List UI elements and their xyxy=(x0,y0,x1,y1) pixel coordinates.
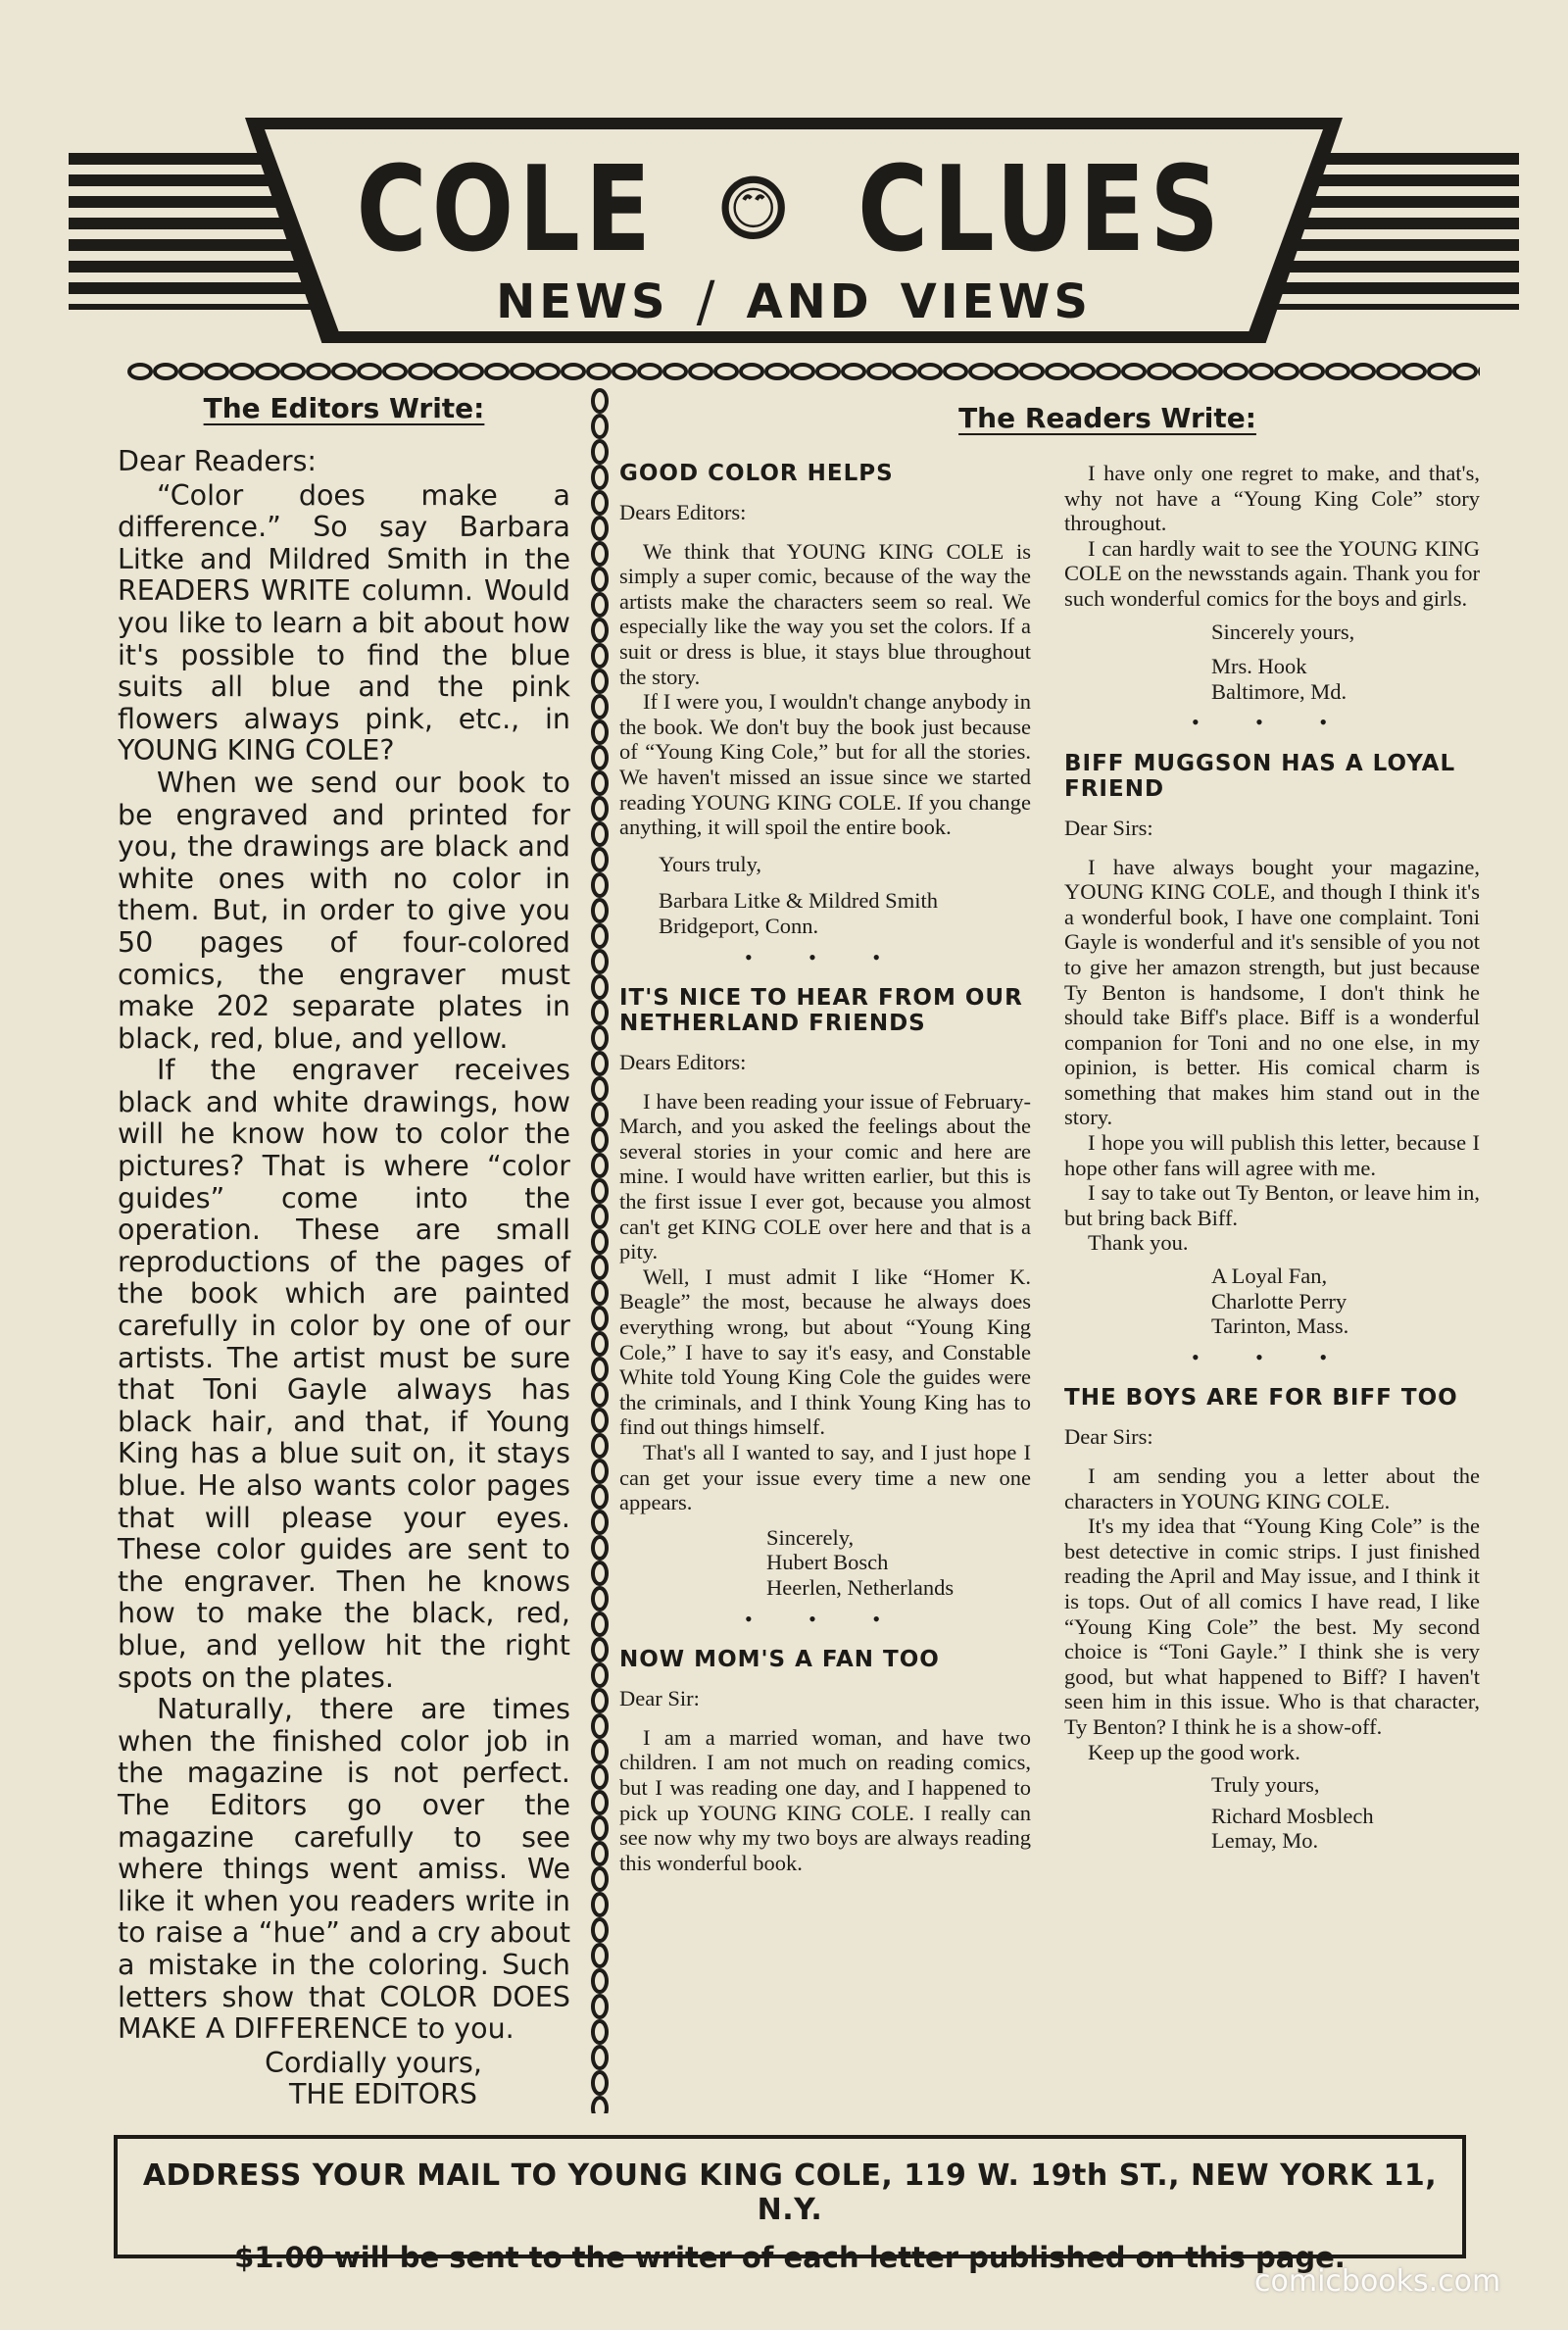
source-watermark: comicbooks.com xyxy=(1254,2264,1501,2299)
letter-title: IT'S NICE TO HEAR FROM OUR NETHERLAND FRIENDS xyxy=(619,985,1023,1037)
letter-closing: Yours truly, xyxy=(659,851,762,876)
letter-closing: Truly yours, xyxy=(1211,1772,1320,1798)
subtitle-and: AND xyxy=(746,274,873,329)
letter-moms-a-fan xyxy=(619,1647,1031,1875)
letter-separator: • • • xyxy=(1191,1344,1353,1369)
letter-greeting: Dear Sirs: xyxy=(1064,1424,1153,1450)
letter-boys-for-biff xyxy=(1064,1385,1480,1854)
letter-closing: Sincerely, xyxy=(766,1524,855,1550)
subtitle-views: VIEWS xyxy=(900,274,1092,329)
letter-paragraph: Keep up the good work. xyxy=(1088,1739,1300,1764)
letter-paragraph: We think that YOUNG KING COLE is simply a super comic, because of the way the artists make the characters seem so real. We especially like the way you set the colors. If a suit or dress is blue, it stays blue throughout the story. xyxy=(619,538,1031,689)
letter-closing: Sincerely yours, xyxy=(1211,619,1355,644)
payment-note: $1.00 will be sent to the writer of each letter published on this page. xyxy=(234,2241,1346,2274)
letter-signer: Richard Mosblech xyxy=(1211,1803,1374,1828)
letter-paragraph: I have been reading your issue of February-March, and you asked the feelings about the several stories in your comic and here are mine. I would have written earlier, but this is the first issue I ever got, because you almost can't get KING COLE over here and that is a pity. xyxy=(619,1088,1031,1264)
letter-paragraph: I can hardly wait to see the YOUNG KING COLE on the newsstands again. Thank you for such wonderful comics for the boys and girls. xyxy=(1064,535,1480,611)
letter-moms-a-fan-continued xyxy=(1064,461,1480,735)
letter-paragraph: I hope you will publish this letter, because I hope other fans will agree with me. xyxy=(1064,1130,1480,1180)
mail-address: ADDRESS YOUR MAIL TO YOUNG KING COLE, 119 W. 19th ST., NEW YORK 11, N.Y. xyxy=(142,2158,1438,2227)
letter-place: Heerlen, Netherlands xyxy=(766,1574,955,1600)
editors-paragraph: When we send our book to be engraved and printed for you, the drawings are black and white ones with no color in them. But, in order to give you 50 pages of four-colored comics, the engraver must make 202 separate plates in black, red, blue, and yellow. xyxy=(118,766,570,1055)
letter-greeting: Dear Sirs: xyxy=(1064,815,1153,840)
editors-closing: Cordially yours, xyxy=(265,2046,482,2079)
letter-separator: • • • xyxy=(1191,710,1353,735)
letter-netherland-friends xyxy=(619,985,1031,1631)
letter-title: GOOD COLOR HELPS xyxy=(619,461,894,486)
title-left: COLE xyxy=(356,142,656,278)
header-banner xyxy=(69,118,1519,343)
banner-title xyxy=(323,142,1264,278)
editors-salutation: Dear Readers: xyxy=(118,445,318,477)
letter-title: THE BOYS ARE FOR BIFF TOO xyxy=(1064,1385,1458,1412)
letter-paragraph: If I were you, I wouldn't change anybody in the book. We don't buy the book just because of “Young King Cole,” but for all the stories. We haven't missed an issue since we started reading YOUNG KING COLE. If you change anything, it will spoil the entire book. xyxy=(619,689,1031,840)
letter-title: BIFF MUGGSON HAS A LOYAL FRIEND xyxy=(1064,750,1456,802)
letter-separator: • • • xyxy=(744,944,906,969)
editors-paragraph: “Color does make a difference.” So say Barbara Litke and Mildred Smith in the READERS WRITE column. Would you like to learn a bit about how it's possible to find the blue suits all blue and the pink flowers always pink, etc., in YOUNG KING COLE? xyxy=(118,478,570,768)
letter-paragraph: That's all I wanted to say, and I just hope I can get your issue every time a new one appears. xyxy=(619,1440,1031,1515)
editors-column xyxy=(118,392,570,2111)
readers-heading-wrap xyxy=(882,402,1333,434)
letter-paragraph: I have only one regret to make, and that's, why not have a “Young King Cole” story throughout. xyxy=(1064,461,1480,536)
readers-heading: The Readers Write: xyxy=(958,402,1256,434)
readers-column-right xyxy=(1064,461,1480,1854)
letter-place: Baltimore, Md. xyxy=(1211,678,1348,704)
letter-place: Bridgeport, Conn. xyxy=(659,913,819,938)
letter-paragraph: Well, I must admit I like “Homer K. Beagle” the most, because he always does everything wrong, but about “Young King Cole,” I have to say it's easy, and Constable White told Young King Cole the guides were the criminals, and I think Young King has to find out things himself. xyxy=(619,1264,1031,1440)
letter-place: Tarinton, Mass. xyxy=(1211,1314,1349,1339)
editors-heading: The Editors Write: xyxy=(203,392,485,424)
letter-biff-loyal-friend xyxy=(1064,751,1480,1369)
chain-divider-vertical xyxy=(588,388,612,2113)
letter-closing: A Loyal Fan, xyxy=(1211,1264,1328,1289)
editors-signature: THE EDITORS xyxy=(289,2078,477,2111)
letter-greeting: Dears Editors: xyxy=(619,500,747,524)
letter-paragraph: Thank you. xyxy=(1088,1230,1189,1256)
chain-divider-horizontal xyxy=(127,359,1480,384)
letter-separator: • • • xyxy=(744,1606,906,1631)
letter-greeting: Dears Editors: xyxy=(619,1050,747,1075)
title-right: CLUES xyxy=(857,142,1224,278)
letter-paragraph: I have always bought your magazine, YOUNG KING COLE, and though I think it's a wonderful book, I have one complaint. Toni Gayle is wonderful and it's sensible of you not to give her amazon strength, but just because Ty Benton is handsome, I don't think he should take Biff's place. Biff is a wonderful companion for Toni and no one else, in my opinion, is better. His comical charm is something that makes him stand out in the story. xyxy=(1064,854,1480,1130)
letter-signer: Charlotte Perry xyxy=(1211,1288,1348,1314)
letter-place: Lemay, Mo. xyxy=(1211,1828,1319,1854)
letter-paragraph: It's my idea that “Young King Cole” is the best detective in comic strips. I just finished reading the April and May issue, and I think it is tops. Out of all comics I have read, I like “Young King Cole” the best. My second choice is “Toni Gayle.” I think she is very good, but what happened to Biff? I haven't seen him in this issue. Who is that character, Ty Benton? I think he is a show-off. xyxy=(1064,1513,1480,1739)
letter-paragraph: I say to take out Ty Benton, or leave him in, but bring back Biff. xyxy=(1064,1180,1480,1230)
letter-greeting: Dear Sir: xyxy=(619,1686,700,1711)
letter-signer: Barbara Litke & Mildred Smith xyxy=(659,888,938,914)
letter-signer: Hubert Bosch xyxy=(766,1550,889,1575)
editors-paragraph: If the engraver receives black and white drawings, how will he know how to color the pictures? That is where “color guides” come into the operation. These are small reproductions of the pages of the book which are painted carefully in color by one of our artists. The artist must be sure that Toni Gayle always has black hair, and that, if Young King has a blue suit on, it stays blue. He also wants color pages that will please your eyes. These color guides are sent to the engraver. Then he knows how to make the black, red, blue, and yellow hit the right spots on the plates. xyxy=(118,1054,570,1694)
editors-letter xyxy=(118,446,570,2111)
mail-address-box xyxy=(114,2135,1466,2274)
banner-subtitle xyxy=(323,270,1264,334)
editors-paragraph: Naturally, there are times when the finished color job in the magazine is not perfect. The Editors go over the magazine carefully to see where things went amiss. We like it when you readers write in to raise a “hue” and a cry about a mistake in the coloring. Such letters show that COLOR DOES MAKE A DIFFERENCE to you. xyxy=(118,1693,570,2046)
letter-title: NOW MOM'S A FAN TOO xyxy=(619,1647,940,1673)
letter-good-color-helps xyxy=(619,461,1031,969)
readers-column-middle xyxy=(619,461,1031,1875)
subtitle-news: NEWS xyxy=(496,274,669,329)
magnifier-handle-icon: / xyxy=(696,270,719,334)
magnifying-glass-icon xyxy=(714,164,792,258)
letter-signer: Mrs. Hook xyxy=(1211,654,1307,679)
letter-paragraph: I am a married woman, and have two children. I am not much on reading comics, but I was reading one day, and I happened to pick up YOUNG KING COLE. I really can see now why my two boys are always reading this wonderful book. xyxy=(619,1724,1031,1875)
letter-paragraph: I am sending you a letter about the characters in YOUNG KING COLE. xyxy=(1064,1463,1480,1513)
